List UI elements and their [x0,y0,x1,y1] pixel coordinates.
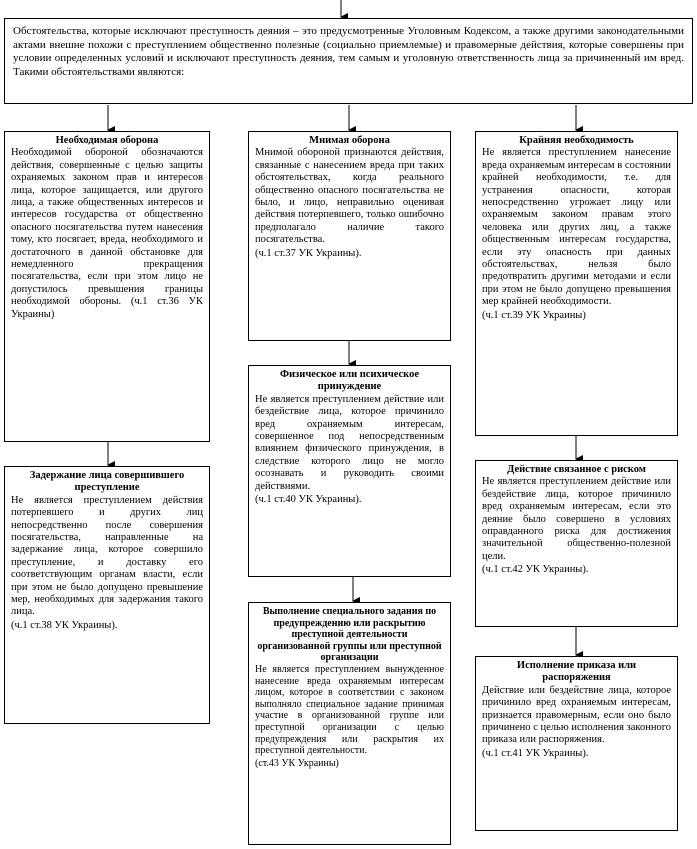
box-title: Физическое или психическое принуждение [279,369,420,393]
box-text: Не является преступлением вынужденное нанесение вреда охраняемым интересам лицом, которое в соответствии с законом выполняло специальное задание принимая участие в организованной группе или преступной организации с целью предупреждения или раскрытия их преступной деятельности. [255,663,444,757]
box-text: Не является преступлением действия потерпевшего и других лиц непосредственно после совершения посягательства, направленные на задержание лица, которое совершило преступление, и доставку его соответствующим органам власти, если при этом не было допущено превышение мер, необходимых для задержания такого лица. [11,494,203,618]
box-ref: (ч.1 ст.38 УК Украины). [11,619,118,631]
box-ref: (ч.1 ст.41 УК Украины). [482,747,589,759]
box-necessary-defense [4,131,210,442]
box-ref: (ч.1 ст.37 УК Украины). [255,247,362,259]
box-text: Необходимой обороной обозначаются действия, совершенные с целью защиты охраняемых законом прав и интересов лица, которое защищается, или другого лица, а также общественных интересов и интересов государства от общественно опасного посягательства путем нанесения тому, кто посягает, вреда, необходимого и достаточного в данной обстановке для немедленного прекращения посягательства, если при этом лицо не допустилось превышения границы необходимой обороны. (ч.1 ст.36 УК Украины) [11,147,203,320]
box-text: Не является преступлением нанесение вреда охраняемым интересам в состоянии крайней необходимости, т.е. для устранения опасности, которая непосредственно угрожает лицу или охраняемым законом правам этого человека или других лиц, а также общественным интересам государства, если эту опасность при данных обстоятельствах, нельзя было предотвратить другими методами и если при этом не было допущено превышения мер крайней необходимости. [482,147,671,308]
box-title: Выполнение специального задания по предупреждению или раскрытию преступной деятельности организованной группы или преступной организации [257,606,442,664]
box-title: Исполнение приказа или распоряжения [516,660,637,684]
box-text: Не является преступлением действие или бездействие лица, которое причинило вред охраняемым интересам, если это деяние было совершено в условиях оправданного риска для достижения значительной общественно-полезной цели. [482,476,671,562]
box-order [475,656,678,831]
box-title: Необходимая оборона [55,135,159,146]
box-special-task [248,602,451,845]
box-coercion [248,365,451,577]
intro-box [4,18,693,104]
box-title: Мнимая оборона [309,135,390,146]
box-risk [475,460,678,627]
box-extreme-necessity [475,131,678,436]
box-title: Задержание лица совершившего преступление [29,470,185,494]
box-ref: (ст.43 УК Украины) [255,757,339,769]
box-title: Крайняя необходимость [519,135,634,146]
box-text: Не является преступлением действие или бездействие лица, которое причинило вред охраняемым интересам, совершенное под непосредственным влиянием физического принуждения, в следствие которого лицо не могло осознавать и руководить своими действиями. [255,393,444,492]
box-arrest [4,466,210,724]
box-ref: (ч.1 ст.40 УК Украины). [255,494,362,506]
box-imaginary-defense [248,131,451,341]
box-ref: (ч.1 ст.39 УК Украины) [482,309,586,321]
box-text: Мнимой обороной признаются действия, связанные с нанесением вреда при таких обстоятельствах, когда реального общественно опасного посягательства не было, и лицо, неправильно оценивая действия потерпевшего, только ошибочно предполагало наличие такого посягательства. [255,147,444,246]
box-ref: (ч.1 ст.42 УК Украины). [482,564,589,576]
intro-text: Обстоятельства, которые исключают преступность деяния – это предусмотренные Уголовным Кодексом, а также другими законодательными актами внешне похожи с преступлением общественно полезные (социально приемлемые) и правомерные действия, которые совершены при условии определенных условий и исключают преступность деяния, тем самым и уголовную ответственность лица за причиненный им вред. Такими обстоятельствами являются: [13,25,684,78]
box-title: Действие связанное с риском [507,464,646,475]
box-text: Действие или бездействие лица, которое причинило вред охраняемым интересам, признается правомерным, если оно было причинено с целью исполнения законного приказа или распоряжения. [482,684,671,746]
